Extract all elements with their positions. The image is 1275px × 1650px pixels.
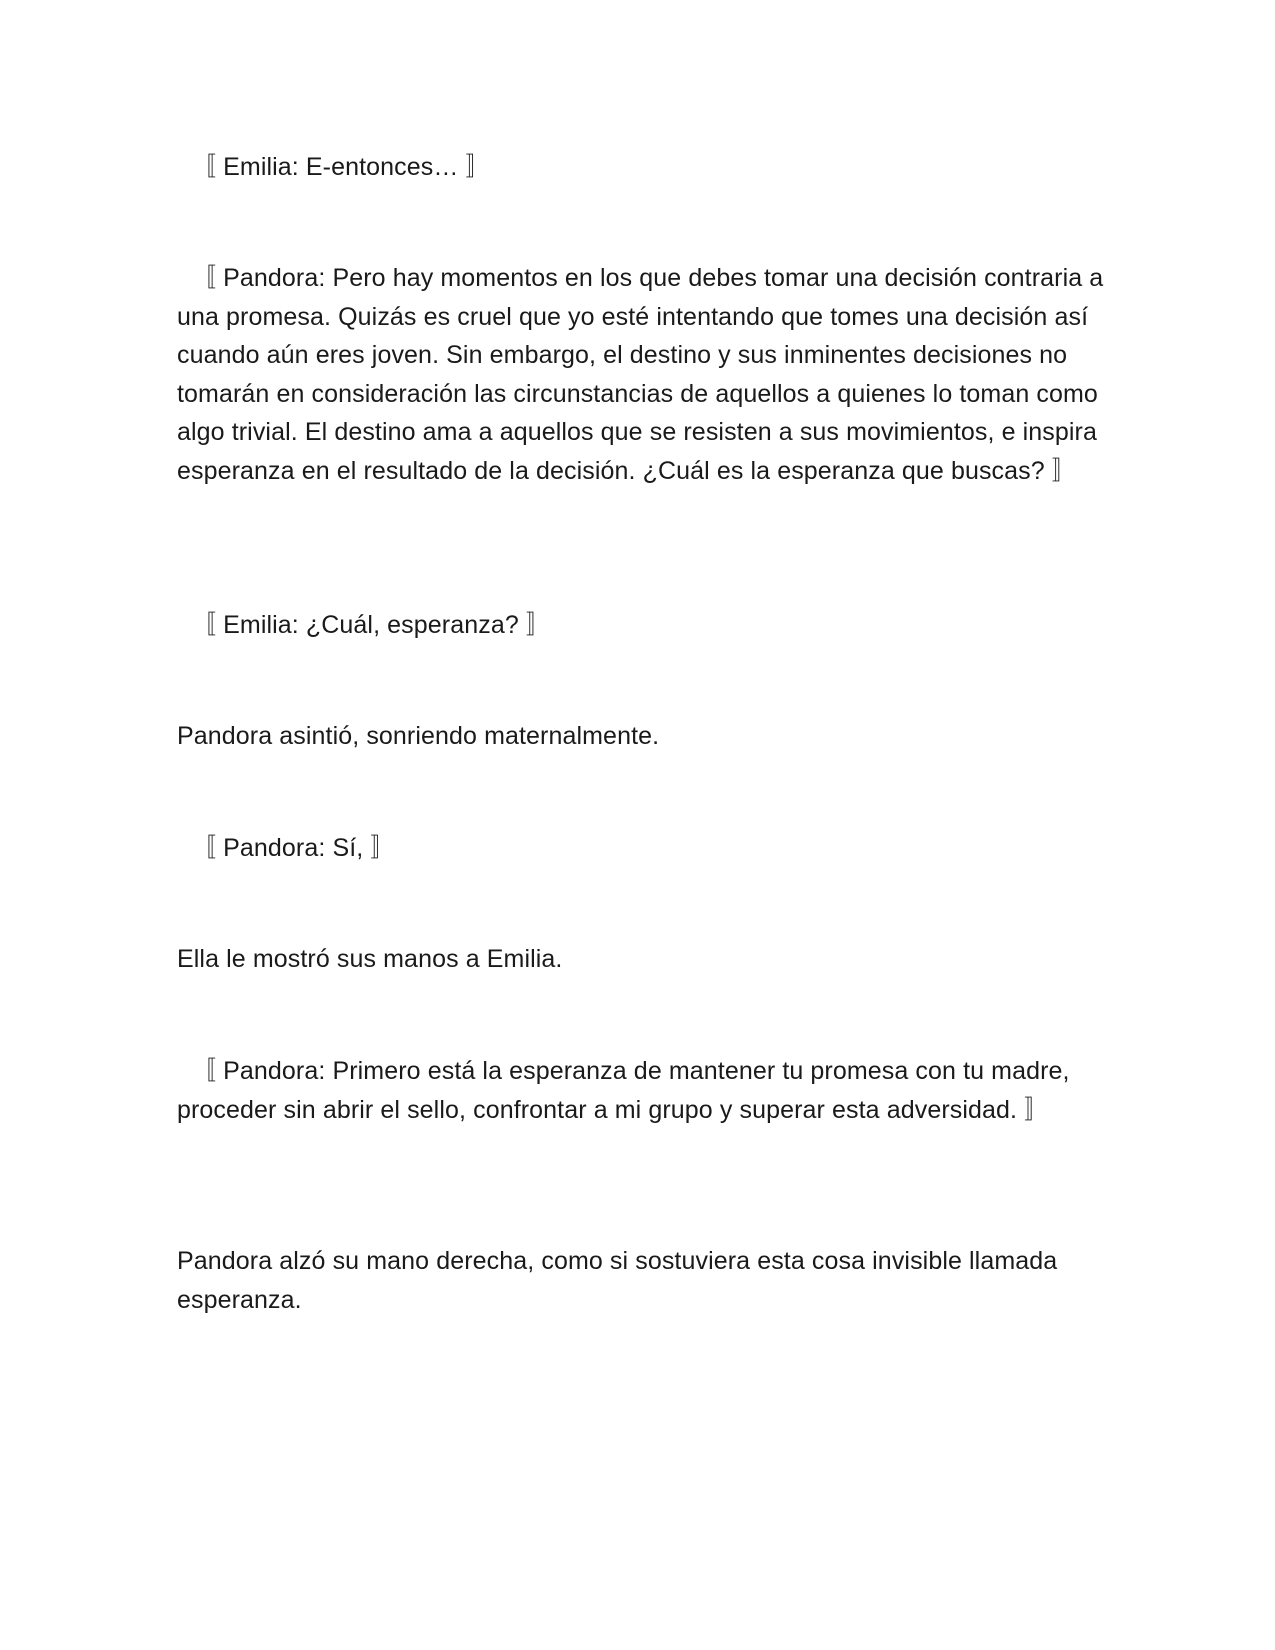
dialogue-pandora-si: 〚 Pandora: Sí, 〛 [191, 834, 396, 862]
narration-pandora-alzo: Pandora alzó su mano derecha, como si sostuviera esta cosa invisible llamada esperanza. [177, 1247, 1058, 1314]
narration-manos: Ella le mostró sus manos a Emilia. [177, 945, 563, 973]
dialogue-emilia-esperanza: 〚 Emilia: ¿Cuál, esperanza? 〛 [191, 611, 551, 639]
narration-pandora-asintio: Pandora asintió, sonriendo maternalmente. [177, 722, 660, 750]
dialogue-pandora-decision: 〚 Pandora: Pero hay momentos en los que debes tomar una decisión contraria a una promesa. Quizás es cruel que yo esté intentando que tomes una decisión así cuando aún eres joven. Sin embargo, el destino y sus inminentes decisiones no tomarán en consideración las circunstancias de aquellos a quienes lo toman como algo trivial. El destino ama a aquellos que se resisten a sus movimientos, e inspira esperanza en el resultado de la decisión. ¿Cuál es la esperanza que buscas? 〛 [177, 264, 1104, 485]
dialogue-pandora-primero: 〚 Pandora: Primero está la esperanza de mantener tu promesa con tu madre, proceder sin abrir el sello, confrontar a mi grupo y superar esta adversidad. 〛 [177, 1057, 1070, 1124]
dialogue-emilia-entonces: 〚 Emilia: E-entonces… 〛 [191, 153, 491, 181]
